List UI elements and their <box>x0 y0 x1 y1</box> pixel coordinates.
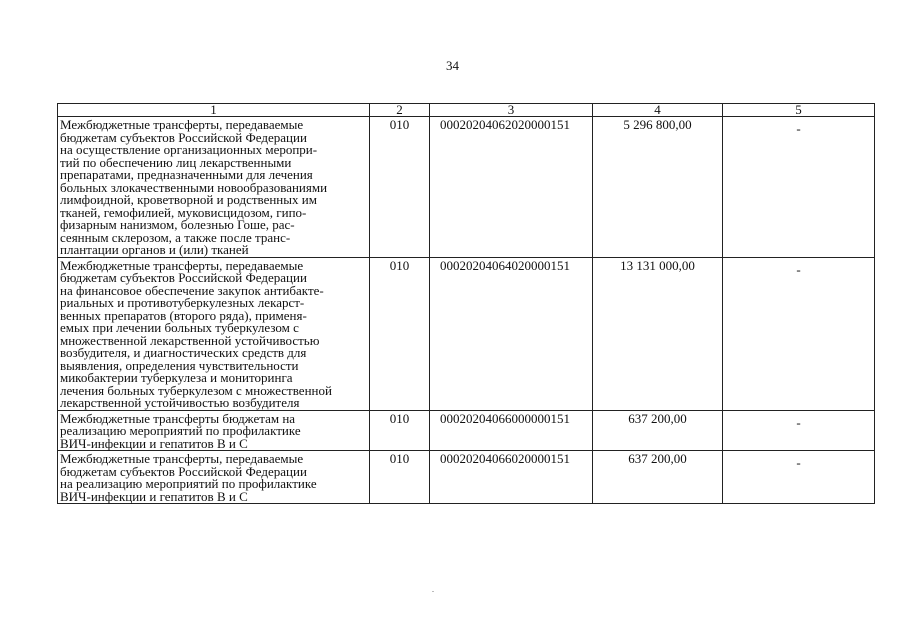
description-line: больных злокачественными новообразованиями <box>60 179 328 195</box>
description-line: Межбюджетные трансферты бюджетам на <box>60 410 296 426</box>
row-code: 010 <box>370 257 430 410</box>
description-line: Межбюджетные трансферты, передаваемые <box>60 257 304 273</box>
table-row <box>58 451 875 504</box>
table-row <box>58 257 875 410</box>
description-line: на финансовое обеспечение закупок антибакте- <box>60 282 324 298</box>
column-header-2: 2 <box>370 104 430 117</box>
table-row <box>58 410 875 451</box>
row-description <box>58 117 370 258</box>
description-line: емых при лечении больных туберкулезом с <box>60 320 299 335</box>
description-line: плантации органов и (или) тканей <box>60 242 249 257</box>
description-line: риальных и противотуберкулезных лекарст- <box>60 295 305 310</box>
description-line: на реализацию мероприятий по профилактике <box>60 476 317 491</box>
description-line: реализацию мероприятий по профилактике <box>60 423 301 438</box>
description-line: венных препаратов (второго ряда), применя- <box>60 307 307 323</box>
row-kbk: 00020204066000000151 <box>430 410 593 451</box>
description-line: тканей, гемофилией, муковисцидозом, гипо- <box>60 204 307 220</box>
description-line: Межбюджетные трансферты, передаваемые <box>60 117 304 132</box>
row-column-5: - <box>723 451 875 504</box>
budget-table <box>57 103 875 504</box>
description-line: лекарственной устойчивостью возбудителя <box>60 395 300 410</box>
row-amount: 637 200,00 <box>593 410 723 451</box>
scan-speck <box>432 591 434 592</box>
column-header-4: 4 <box>593 104 723 117</box>
description-line: лечения больных туберкулезом с множественной <box>60 382 332 398</box>
description-line: тий по обеспечению лиц лекарственными <box>60 154 292 170</box>
row-column-5: - <box>723 117 875 258</box>
row-kbk: 00020204062020000151 <box>430 117 593 258</box>
row-code: 010 <box>370 117 430 258</box>
row-code: 010 <box>370 410 430 451</box>
row-kbk: 00020204064020000151 <box>430 257 593 410</box>
description-line: бюджетам субъектов Российской Федерации <box>60 270 307 285</box>
row-column-5: - <box>723 257 875 410</box>
description-line: Межбюджетные трансферты, передаваемые <box>60 451 304 466</box>
header-row <box>58 104 875 117</box>
row-description <box>58 451 370 504</box>
description-line: сеянным склерозом, а также после транс- <box>60 229 291 245</box>
description-line: бюджетам субъектов Российской Федерации <box>60 463 307 479</box>
row-code: 010 <box>370 451 430 504</box>
row-amount: 5 296 800,00 <box>593 117 723 258</box>
row-column-5: - <box>723 410 875 451</box>
table-row <box>58 117 875 258</box>
description-line: ВИЧ-инфекции и гепатитов В и С <box>60 435 248 451</box>
description-line: физарным нанизмом, болезнью Гоше, рас- <box>60 217 295 232</box>
description-line: ВИЧ-инфекции и гепатитов В и С <box>60 488 248 504</box>
row-kbk: 00020204066020000151 <box>430 451 593 504</box>
description-line: выявления, определения чувствительности <box>60 357 299 373</box>
row-description <box>58 257 370 410</box>
column-header-1: 1 <box>58 104 370 117</box>
description-line: множественной лекарственной устойчивостью <box>60 332 320 348</box>
column-header-5: 5 <box>723 104 875 117</box>
description-line: на осуществление организационных меропри- <box>60 142 318 157</box>
description-line: бюджетам субъектов Российской Федерации <box>60 129 307 145</box>
row-description <box>58 410 370 451</box>
description-line: лимфоидной, кроветворной и родственных им <box>60 192 317 207</box>
description-line: препаратами, предназначенными для лечения <box>60 167 313 182</box>
column-header-3: 3 <box>430 104 593 117</box>
description-line: микобактерии туберкулеза и мониторинга <box>60 370 293 385</box>
description-line: возбудителя, и диагностических средств для <box>60 345 307 360</box>
row-amount: 637 200,00 <box>593 451 723 504</box>
row-amount: 13 131 000,00 <box>593 257 723 410</box>
page-number: 34 <box>446 58 459 73</box>
